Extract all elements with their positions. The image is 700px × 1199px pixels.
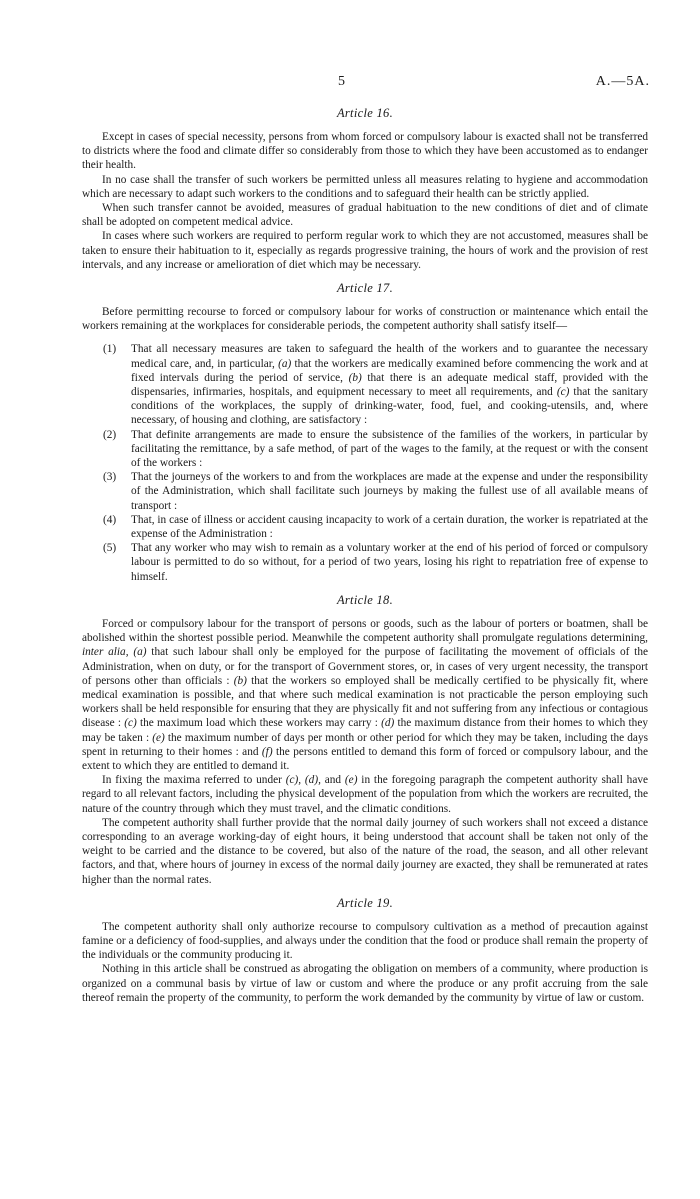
- paragraph-text: the maximum load which these workers may carry :: [136, 717, 382, 730]
- article-17-conditions-list: [82, 342, 648, 583]
- item-text: That definite arrangements are made to ensure the subsistence of the families of the workers, in particular by facilitating the remittance, by a safe method, of part of the wages to the family, at the request or with the consent of the workers :: [131, 428, 648, 470]
- article-17-intro: Before permitting recourse to forced or compulsory labour for works of construction or maintenance which entail the workers remaining at the workplaces for considerable periods, the competent authority shall satisfy itself—: [82, 306, 648, 333]
- item-subclause-marker: (a): [278, 357, 292, 370]
- subclause-marker: (d): [381, 717, 395, 730]
- article-17-title: Article 17.: [336, 281, 394, 296]
- subclause-marker: (c), (d),: [285, 774, 321, 787]
- paragraph-text: in the foregoing paragraph the competent authority shall have regard to all relevant factors, including the physical development of the population from which the workers are recruited, the nature of the country through which they must travel, and the climatic conditions.: [82, 774, 648, 815]
- paragraph-text: the maximum number of days per month or other period for which they may be taken, including the days spent in returning to their homes : and: [82, 731, 648, 758]
- item-number: (5): [103, 542, 117, 555]
- article-19: [82, 896, 648, 1005]
- document-reference: A.—5A.: [595, 74, 650, 89]
- page-number: 5: [338, 74, 346, 89]
- article-16-title: Article 16.: [336, 106, 394, 120]
- item-text: that there is an adequate medical staff, provided with the dispensaries, infirmaries, hospitals, and equipment necessary to meet all requirements, and: [131, 371, 648, 399]
- article-18: [82, 593, 648, 887]
- article-16-paragraph-3: When such transfer cannot be avoided, measures of gradual habituation to the new conditions of diet and of climate shall be adopted on competent medical advice.: [82, 202, 648, 229]
- article-18-paragraph-1: [82, 617, 648, 773]
- article-18-paragraph-2: [82, 773, 648, 816]
- item-number: (2): [103, 428, 117, 441]
- item-number: (4): [103, 513, 117, 526]
- article-16-paragraph-2: In no case shall the transfer of such workers be permitted unless all measures relating to hygiene and accommodation which are necessary to adapt such workers to the conditions and to safeguard their health can be strictly applied.: [82, 173, 648, 200]
- paragraph-text: that such labour shall only be employed for the purpose of facilitating the movement of officials of the Administration, when on duty, or for the transport of Government stores, or, in cases of very urgent necessity, the transport of persons other than officials :: [82, 646, 648, 687]
- article-16: [82, 106, 648, 272]
- item-subclause-marker: (c): [556, 386, 570, 399]
- item-text: that the sanitary conditions of the workplaces, the supply of drinking-water, food, fuel, and cooking-utensils, and, where necessary, of housing and clothing, are satisfactory :: [131, 386, 648, 427]
- article-18-title: Article 18.: [336, 592, 394, 607]
- item-text: That any worker who may wish to remain as a voluntary worker at the end of his period of forced or compulsory labour is permitted to do so without, for a period of two years, losing his right to repatriation free of expense to himself.: [131, 542, 648, 583]
- item-text: That all necessary measures are taken to safeguard the health of the workers and to guarantee the necessary medical care, and, in particular,: [131, 343, 648, 370]
- article-16-paragraph-4: In cases where such workers are required to perform regular work to which they are not accustomed, measures shall be taken to ensure their habituation to it, especially as regards progressive training, the hours of work and the provision of rest intervals, and any increase or amelioration of diet which may be necessary.: [82, 230, 648, 271]
- document-body: [82, 72, 648, 1014]
- paragraph-text: Forced or compulsory labour for the transport of persons or goods, such as the labour of porters or boatmen, shall be abolished within the shortest possible period. Meanwhile the competent authority shall promulgate regulations determining,: [82, 617, 648, 645]
- article-17-item-3: [103, 470, 648, 513]
- subclause-marker: (e): [152, 731, 165, 744]
- subclause-marker: (c): [124, 717, 137, 730]
- subclause-marker: (b): [233, 674, 247, 687]
- paragraph-text: that the workers so employed shall be medically certified to be physically fit, where medical examination is possible, and that where such medical examination is not practicable the person employing such workers shall be held responsible for ensuring that they are physically fit and not suffering from any infectious or contagious disease :: [82, 674, 648, 730]
- article-19-paragraph-1: The competent authority shall only authorize recourse to compulsory cultivation as a method of precaution against famine or a deficiency of food-supplies, and always under the condition that the food or produce shall remain the property of the individuals or the community producing it.: [82, 920, 648, 962]
- paragraph-text: the maximum distance from their homes to which they may be taken :: [82, 717, 648, 744]
- article-19-paragraph-2: Nothing in this article shall be construed as abrogating the obligation on members of a community, where production is organized on a communal basis by virtue of law or custom and where the produce or any profit accruing from the sale thereof remain the property of the community, to perform the work demanded by the community by virtue of law or custom.: [82, 963, 648, 1004]
- latin-phrase: inter alia,: [82, 646, 129, 659]
- paragraph-text: the persons entitled to demand this form of forced or compulsory labour, and the extent to which they are entitled to demand it.: [82, 745, 648, 772]
- paragraph-text: In fixing the maxima referred to under: [102, 774, 286, 787]
- item-text: That the journeys of the workers to and from the workplaces are made at the expense and under the responsibility of the Administration, which shall facilitate such journeys by making the fullest use of all available means of transport :: [131, 471, 648, 512]
- article-17: [82, 281, 648, 584]
- item-number: (1): [103, 343, 117, 356]
- article-18-paragraph-3: The competent authority shall further provide that the normal daily journey of such workers shall not exceed a distance corresponding to an average working-day of eight hours, it being understood that account shall be taken not only of the weight to be carried and the distance to be covered, but also of the nature of the road, the season, and all other relevant factors, and that, where hours of journey in excess of the normal daily journey are exacted, they shall be remunerated at rates higher than the normal rates.: [82, 816, 648, 886]
- item-text: That, in case of illness or accident causing incapacity to work of a certain duration, the worker is repatriated at the expense of the Administration :: [131, 513, 648, 541]
- subclause-marker: (a): [133, 646, 147, 659]
- article-17-item-1: [103, 342, 648, 427]
- article-16-paragraph-1: Except in cases of special necessity, persons from whom forced or compulsory labour is exacted shall not be transferred to districts where the food and climate differ so considerably from those to which they have been accustomed as to endanger their health.: [82, 131, 648, 172]
- item-subclause-marker: (b): [348, 371, 362, 384]
- article-17-item-2: [103, 428, 648, 471]
- article-19-title: Article 19.: [336, 895, 394, 910]
- paragraph-text: and: [320, 774, 345, 787]
- subclause-marker: (e): [344, 774, 358, 787]
- article-17-item-5: [103, 541, 648, 584]
- subclause-marker: (f): [261, 745, 273, 758]
- article-17-item-4: [103, 513, 648, 541]
- item-number: (3): [103, 471, 117, 484]
- item-text: that the workers are medically examined before commencing the work and at fixed intervals during the period of service,: [131, 357, 648, 384]
